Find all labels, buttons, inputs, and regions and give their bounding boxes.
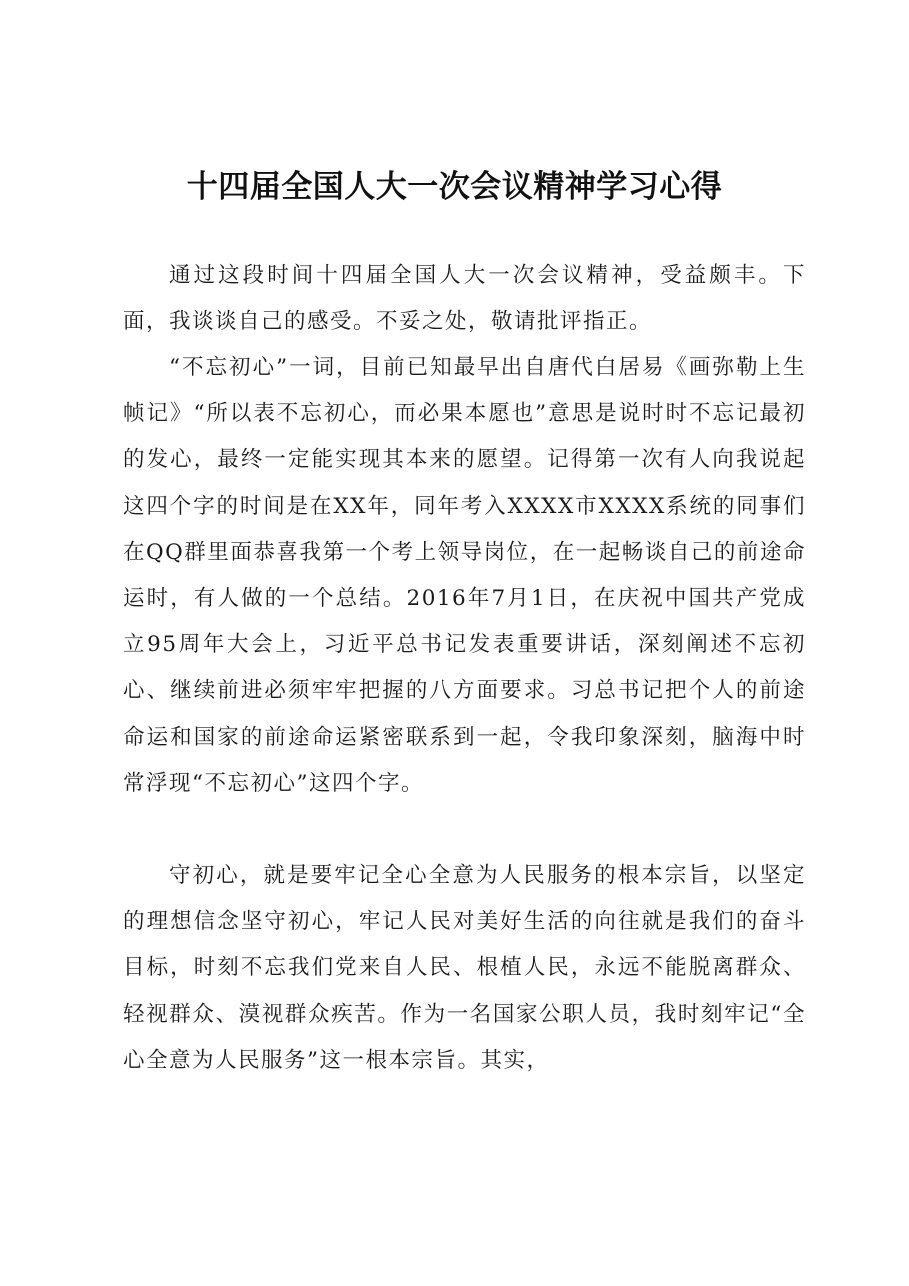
paragraph-intro: 通过这段时间十四届全国人大一次会议精神，受益颇丰。下面，我谈谈自己的感受。不妥之处，敬请批评指正。 xyxy=(123,263,806,335)
paragraph-original-aspiration: “不忘初心”一词，目前已知最早出自唐代白居易《画弥勒上生帧记》“所以表不忘初心，而必果本愿也”意思是说时时不忘记最初的发心，最终一定能实现其本来的愿望。记得第一次有人向我说起这四个字的时间是在XX年，同年考入XXXX市XXXX系统的同事们在QQ群里面恭喜我第一个考上领导岗位，在一起畅谈自己的前途命运时，有人做的一个总结。2016年7月1日，在庆祝中国共产党成立95周年大会上，习近平总书记发表重要讲话，深刻阐述不忘初心、继续前进必须牢牢把握的八方面要求。习总书记把个人的前途命运和国家的前途命运紧密联系到一起，令我印象深刻，脑海中时常浮现“不忘初心”这四个字。 xyxy=(123,355,806,796)
document-title: 十四届全国人大一次会议精神学习心得 xyxy=(186,169,723,205)
paragraph-keep-aspiration: 守初心，就是要牢记全心全意为人民服务的根本宗旨，以坚定的理想信念坚守初心，牢记人民对美好生活的向往就是我们的奋斗目标，时刻不忘我们党来自人民、根植人民，永远不能脱离群众、轻视群众、漠视群众疾苦。作为一名国家公职人员，我时刻牢记“全心全意为人民服务”这一根本宗旨。其实， xyxy=(123,863,806,1073)
